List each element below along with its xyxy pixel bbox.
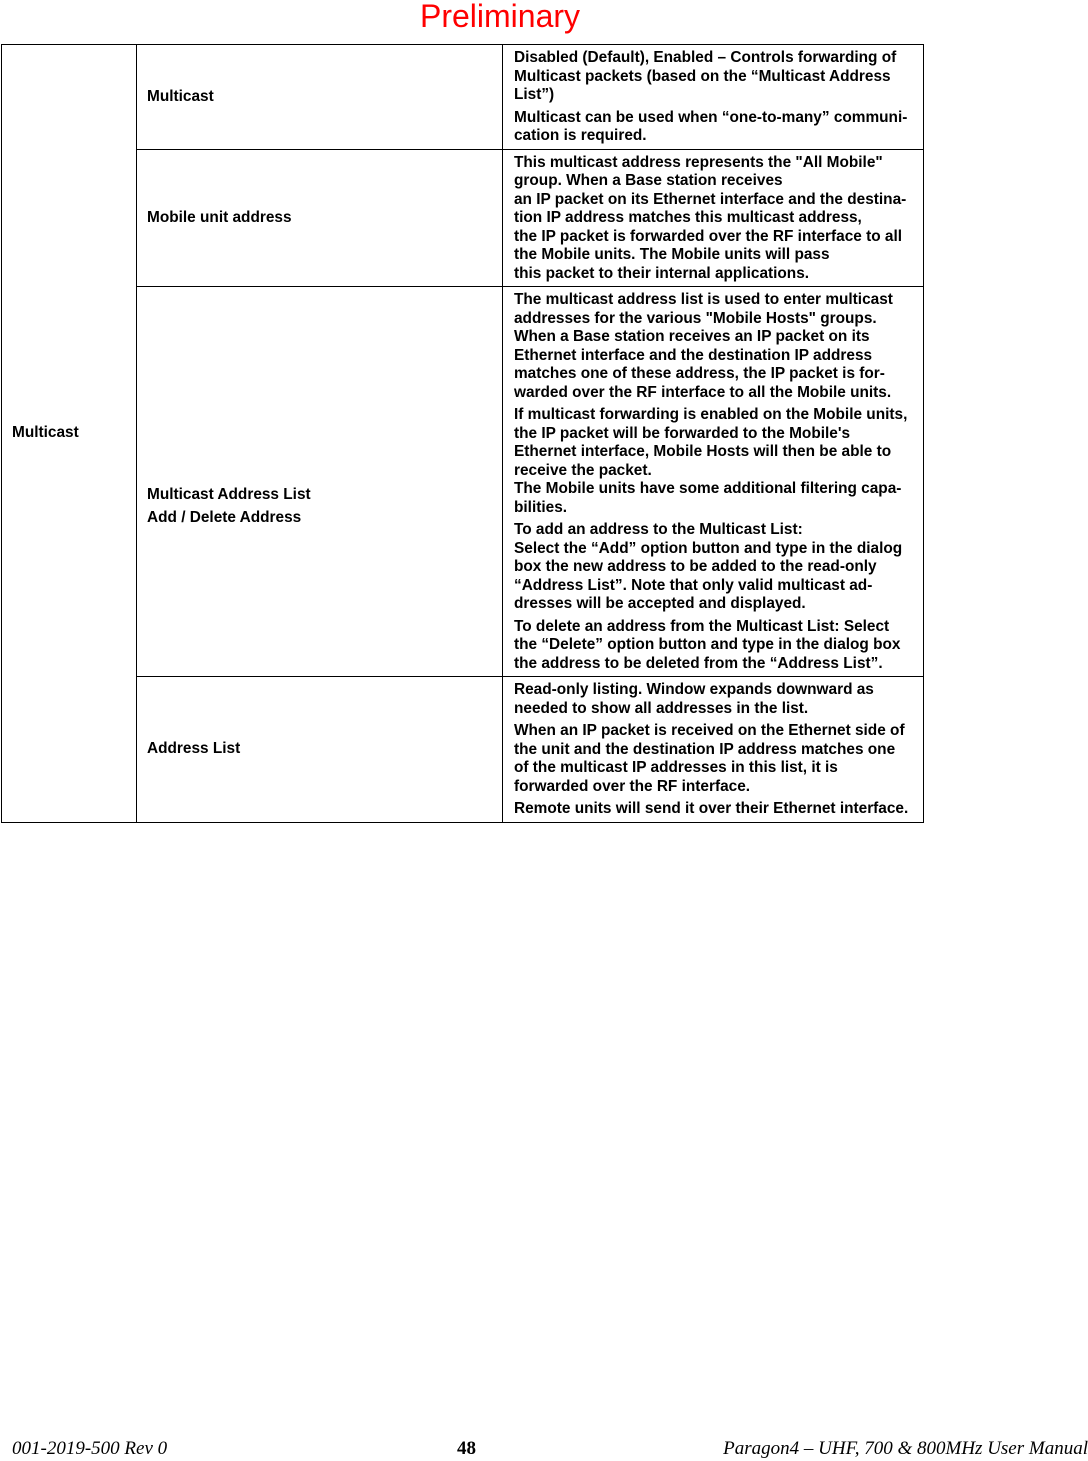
description-paragraph: Multicast can be used when “one-to-many” communi-cation is required.	[514, 108, 908, 144]
group-label-cell	[2, 45, 137, 823]
table-row	[2, 149, 924, 287]
setting-name: Add / Delete Address	[147, 508, 302, 526]
setting-name-cell	[137, 287, 503, 677]
description-paragraph: If multicast forwarding is enabled on the Mobile units, the IP packet will be forwarded to the Mobile's Ethernet interface, Mobile Hosts will then be able to receive the packet. The Mobile units have some additional filtering capa-bilities.	[514, 406, 908, 516]
setting-name: Multicast	[147, 87, 214, 105]
multicast-settings-table	[1, 44, 924, 823]
description-paragraph: To add an address to the Multicast List: Select the “Add” option button and type in the dialog box the new address to be added to the read-only “Address List”. Note that only valid multicast ad-dresses will be accepted and displayed.	[514, 521, 903, 612]
preliminary-watermark: Preliminary	[419, 0, 581, 34]
setting-name: Multicast Address List	[147, 486, 311, 503]
setting-name: Mobile unit address	[147, 208, 292, 226]
setting-name-cell	[137, 45, 503, 150]
description-paragraph: To delete an address from the Multicast List: Select the “Delete” option button and type in the dialog box the address to be deleted from the “Address List”.	[514, 617, 901, 672]
table-row	[2, 45, 924, 150]
setting-name-cell	[137, 149, 503, 287]
description-paragraph: Read-only listing. Window expands downward as needed to show all addresses in the list.	[514, 681, 874, 717]
footer-doc-number: 001-2019-500 Rev 0	[12, 1438, 168, 1459]
setting-description-cell	[503, 677, 924, 823]
table-row	[2, 287, 924, 677]
footer-manual-title: Paragon4 – UHF, 700 & 800MHz User Manual	[723, 1438, 1088, 1459]
description-paragraph: Disabled (Default), Enabled – Controls forwarding of Multicast packets (based on the “Multicast Address List”)	[514, 49, 897, 103]
description-paragraph: Remote units will send it over their Ethernet interface.	[514, 800, 909, 817]
setting-description-cell	[503, 45, 924, 150]
footer-page-number: 48	[457, 1438, 476, 1459]
description-paragraph: This multicast address represents the "All Mobile" group. When a Base station receives an IP packet on its Ethernet interface and the destina-tion IP address matches this multicast address, the IP packet is forwarded over the RF interface to all the Mobile units. The Mobile units will pass this packet to their internal applications.	[514, 153, 907, 282]
description-paragraph: The multicast address list is used to enter multicast addresses for the various "Mobile Hosts" groups. When a Base station receives an IP packet on its Ethernet interface and the destination IP address matches one of these address, the IP packet is for-warded over the RF interface to all the Mobile units.	[514, 291, 893, 401]
description-paragraph: When an IP packet is received on the Ethernet side of the unit and the destination IP address matches one of the multicast IP addresses in this list, it is forwarded over the RF interface.	[514, 722, 905, 795]
setting-description-cell	[503, 149, 924, 287]
table-row	[2, 677, 924, 823]
setting-name: Address List	[147, 740, 241, 757]
group-label: Multicast	[12, 424, 79, 441]
setting-name-cell	[137, 677, 503, 823]
setting-description-cell	[503, 287, 924, 677]
